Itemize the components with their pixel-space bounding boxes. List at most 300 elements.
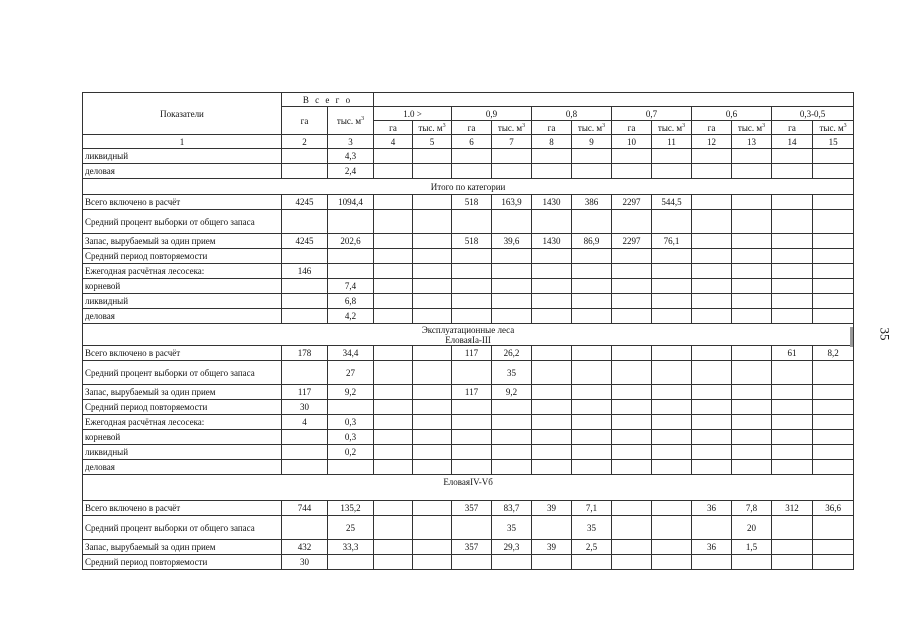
table-cell: 8,2	[813, 346, 854, 361]
table-cell	[772, 555, 813, 570]
table-cell	[813, 400, 854, 415]
table-cell	[612, 149, 652, 164]
table-cell	[413, 249, 452, 264]
table-cell	[612, 361, 652, 385]
column-number: 11	[652, 135, 692, 149]
table-cell	[772, 210, 813, 234]
table-cell	[572, 249, 612, 264]
table-cell	[413, 264, 452, 279]
density-group-header: 0,3-0,5	[772, 107, 854, 121]
table-cell	[452, 400, 492, 415]
table-cell: 30	[282, 400, 328, 415]
section-title-row	[83, 324, 854, 346]
column-number: 8	[532, 135, 572, 149]
table-cell	[692, 385, 732, 400]
table-cell	[772, 279, 813, 294]
table-cell	[732, 309, 772, 324]
table-cell	[813, 195, 854, 210]
table-cell	[652, 516, 692, 540]
volume-header: тыс. $м^3$	[413, 121, 452, 135]
table-cell	[732, 460, 772, 475]
table-cell	[532, 279, 572, 294]
table-cell: 2,4	[328, 164, 374, 179]
table-cell	[732, 210, 772, 234]
table-cell	[492, 149, 532, 164]
table-cell	[282, 309, 328, 324]
table-cell	[652, 430, 692, 445]
table-cell	[374, 555, 413, 570]
table-cell	[572, 149, 612, 164]
table-cell	[692, 164, 732, 179]
table-cell	[772, 460, 813, 475]
table-cell	[413, 385, 452, 400]
table-cell	[652, 415, 692, 430]
table-cell	[732, 385, 772, 400]
forest-calc-table	[82, 92, 854, 570]
ha-header: га	[772, 121, 813, 135]
table-cell	[692, 516, 732, 540]
density-group-header: 0,9	[452, 107, 532, 121]
table-cell: 117	[282, 385, 328, 400]
table-cell	[374, 294, 413, 309]
table-cell	[612, 279, 652, 294]
table-cell: 117	[452, 346, 492, 361]
table-row	[83, 264, 854, 279]
table-cell	[492, 555, 532, 570]
ha-header: га	[532, 121, 572, 135]
table-row	[83, 195, 854, 210]
table-cell	[772, 445, 813, 460]
table-cell	[772, 400, 813, 415]
table-cell	[328, 400, 374, 415]
table-cell	[532, 264, 572, 279]
table-cell	[772, 415, 813, 430]
table-cell: 1430	[532, 195, 572, 210]
table-cell	[452, 361, 492, 385]
table-cell	[532, 516, 572, 540]
table-cell	[328, 460, 374, 475]
density-group-header: 0,6	[692, 107, 772, 121]
table-cell: 518	[452, 195, 492, 210]
table-cell	[813, 309, 854, 324]
table-cell	[492, 460, 532, 475]
table-cell	[282, 430, 328, 445]
section-title	[83, 179, 854, 195]
table-cell	[612, 249, 652, 264]
table-cell	[532, 460, 572, 475]
row-label: деловая	[83, 164, 282, 179]
table-cell	[374, 234, 413, 249]
table-cell	[692, 400, 732, 415]
row-label: Средний процент выборки от общего запаса	[83, 361, 282, 385]
table-cell	[772, 149, 813, 164]
table-cell: 7,1	[572, 501, 612, 516]
table-cell	[652, 501, 692, 516]
table-row	[83, 415, 854, 430]
table-cell: 146	[282, 264, 328, 279]
table-cell	[692, 361, 732, 385]
table-cell	[374, 279, 413, 294]
table-cell	[813, 540, 854, 555]
table-cell: 0,2	[328, 445, 374, 460]
table-cell	[652, 294, 692, 309]
table-cell	[532, 415, 572, 430]
table-cell	[652, 346, 692, 361]
table-cell	[572, 430, 612, 445]
forest-calc-table-sheet	[82, 92, 853, 570]
table-cell	[813, 279, 854, 294]
ha-header: га	[612, 121, 652, 135]
table-cell	[282, 445, 328, 460]
table-cell	[612, 309, 652, 324]
table-cell	[813, 294, 854, 309]
density-group-header: 1.0 >	[374, 107, 452, 121]
table-cell	[492, 430, 532, 445]
table-cell	[492, 400, 532, 415]
table-cell	[732, 279, 772, 294]
table-cell	[652, 400, 692, 415]
table-cell	[612, 445, 652, 460]
row-label: Ежегодная расчётная лесосека:	[83, 264, 282, 279]
column-number: 1	[83, 135, 282, 149]
row-label: Средний период повторяемости	[83, 400, 282, 415]
table-cell: 6,8	[328, 294, 374, 309]
table-cell: 4245	[282, 234, 328, 249]
table-cell	[692, 460, 732, 475]
density-group-header: 0,8	[532, 107, 612, 121]
table-cell	[532, 385, 572, 400]
table-cell: 29,3	[492, 540, 532, 555]
table-cell	[692, 346, 732, 361]
table-cell	[692, 210, 732, 234]
scan-edge-mark	[850, 327, 853, 347]
table-cell	[532, 445, 572, 460]
table-cell: 30	[282, 555, 328, 570]
table-cell	[732, 415, 772, 430]
column-number: 7	[492, 135, 532, 149]
table-cell	[612, 415, 652, 430]
table-cell	[452, 460, 492, 475]
table-cell	[652, 361, 692, 385]
table-cell: 357	[452, 540, 492, 555]
table-cell	[772, 195, 813, 210]
table-row	[83, 164, 854, 179]
ha-header: га	[452, 121, 492, 135]
table-cell	[572, 361, 612, 385]
table-cell	[732, 445, 772, 460]
table-cell	[813, 249, 854, 264]
table-row	[83, 346, 854, 361]
volume-header: тыс. $м^3$	[652, 121, 692, 135]
table-cell	[652, 460, 692, 475]
table-cell	[532, 149, 572, 164]
column-number: 13	[732, 135, 772, 149]
table-cell	[692, 309, 732, 324]
table-cell	[612, 555, 652, 570]
table-cell	[492, 264, 532, 279]
table-cell	[452, 309, 492, 324]
table-cell	[572, 279, 612, 294]
table-cell	[452, 164, 492, 179]
table-cell	[374, 164, 413, 179]
table-cell	[413, 555, 452, 570]
table-cell	[692, 430, 732, 445]
table-cell	[652, 210, 692, 234]
column-number-row	[83, 135, 854, 149]
table-cell	[452, 555, 492, 570]
table-cell: 4	[282, 415, 328, 430]
table-cell	[813, 430, 854, 445]
column-number: 15	[813, 135, 854, 149]
table-row	[83, 385, 854, 400]
table-cell: 33,3	[328, 540, 374, 555]
table-cell: 518	[452, 234, 492, 249]
table-cell: 2297	[612, 195, 652, 210]
table-cell: 36	[692, 501, 732, 516]
table-cell	[374, 516, 413, 540]
table-cell	[692, 249, 732, 264]
row-label: Всего включено в расчёт	[83, 346, 282, 361]
table-cell: 36	[692, 540, 732, 555]
row-label: Запас, вырубаемый за один прием	[83, 540, 282, 555]
table-cell: 117	[452, 385, 492, 400]
section-subtitle-text: ЕловаяIa-III	[445, 334, 491, 345]
table-cell	[282, 279, 328, 294]
table-row	[83, 445, 854, 460]
density-group-header: 0,7	[612, 107, 692, 121]
table-cell	[328, 264, 374, 279]
table-cell	[374, 430, 413, 445]
section-title	[83, 475, 854, 501]
table-cell	[413, 234, 452, 249]
table-row	[83, 361, 854, 385]
table-cell	[282, 516, 328, 540]
table-cell	[532, 400, 572, 415]
table-row	[83, 460, 854, 475]
table-cell	[652, 540, 692, 555]
table-cell	[572, 445, 612, 460]
column-number: 5	[413, 135, 452, 149]
page-number: 35	[877, 327, 893, 341]
table-cell	[413, 516, 452, 540]
table-cell: 61	[772, 346, 813, 361]
table-cell: 357	[452, 501, 492, 516]
table-cell	[813, 555, 854, 570]
row-label: ликвидный	[83, 149, 282, 164]
table-cell: 9,2	[492, 385, 532, 400]
table-cell	[612, 346, 652, 361]
table-cell: 432	[282, 540, 328, 555]
table-cell	[532, 555, 572, 570]
table-cell	[732, 555, 772, 570]
table-cell	[413, 279, 452, 294]
table-cell: 163,9	[492, 195, 532, 210]
table-cell	[612, 400, 652, 415]
table-cell	[572, 415, 612, 430]
table-cell	[612, 210, 652, 234]
table-cell: 36,6	[813, 501, 854, 516]
table-cell	[772, 234, 813, 249]
row-label: Всего включено в расчёт	[83, 501, 282, 516]
table-cell	[612, 460, 652, 475]
table-cell	[813, 361, 854, 385]
table-row	[83, 555, 854, 570]
table-cell: 0,3	[328, 430, 374, 445]
table-cell	[532, 309, 572, 324]
table-cell	[692, 415, 732, 430]
table-cell	[813, 460, 854, 475]
table-cell	[413, 400, 452, 415]
row-label: корневой	[83, 279, 282, 294]
table-cell	[413, 309, 452, 324]
table-cell	[413, 501, 452, 516]
table-cell	[328, 210, 374, 234]
table-cell	[532, 430, 572, 445]
table-cell	[772, 249, 813, 264]
table-cell	[813, 164, 854, 179]
table-cell	[572, 210, 612, 234]
row-label: ликвидный	[83, 294, 282, 309]
volume-header: тыс. $м^3$	[813, 121, 854, 135]
row-label: Ежегодная расчётная лесосека:	[83, 415, 282, 430]
table-cell	[328, 555, 374, 570]
table-row	[83, 279, 854, 294]
row-label: корневой	[83, 430, 282, 445]
table-row	[83, 540, 854, 555]
table-cell	[532, 164, 572, 179]
row-label: Средний период повторяемости	[83, 555, 282, 570]
table-cell	[572, 460, 612, 475]
table-cell	[452, 415, 492, 430]
table-cell	[652, 149, 692, 164]
column-number: 10	[612, 135, 652, 149]
row-label: ликвидный	[83, 445, 282, 460]
table-row	[83, 249, 854, 264]
table-cell	[374, 361, 413, 385]
table-cell	[652, 249, 692, 264]
table-cell	[772, 385, 813, 400]
density-span-header	[374, 93, 854, 107]
table-cell	[492, 309, 532, 324]
table-cell: 35	[572, 516, 612, 540]
table-cell	[452, 210, 492, 234]
column-number: 9	[572, 135, 612, 149]
table-cell: 1,5	[732, 540, 772, 555]
table-cell	[452, 249, 492, 264]
table-cell	[772, 540, 813, 555]
table-cell: 25	[328, 516, 374, 540]
table-cell: 135,2	[328, 501, 374, 516]
table-cell	[692, 234, 732, 249]
table-cell	[732, 149, 772, 164]
table-cell	[813, 445, 854, 460]
table-cell	[652, 309, 692, 324]
table-cell: 2,5	[572, 540, 612, 555]
table-row	[83, 210, 854, 234]
table-cell	[772, 164, 813, 179]
table-cell	[692, 279, 732, 294]
table-cell	[413, 540, 452, 555]
table-cell	[413, 445, 452, 460]
table-cell	[532, 249, 572, 264]
table-cell	[452, 279, 492, 294]
table-cell: 35	[492, 361, 532, 385]
table-cell: 4,3	[328, 149, 374, 164]
ha-header: га	[374, 121, 413, 135]
column-number: 3	[328, 135, 374, 149]
table-cell: 7,8	[732, 501, 772, 516]
table-cell	[532, 346, 572, 361]
table-cell	[374, 385, 413, 400]
table-cell	[374, 149, 413, 164]
table-cell: 178	[282, 346, 328, 361]
row-label: Средний период повторяемости	[83, 249, 282, 264]
table-cell	[572, 164, 612, 179]
table-cell	[413, 460, 452, 475]
table-cell	[612, 501, 652, 516]
table-cell	[813, 210, 854, 234]
table-cell: 386	[572, 195, 612, 210]
table-cell: 2297	[612, 234, 652, 249]
table-cell	[813, 385, 854, 400]
table-cell	[492, 164, 532, 179]
table-cell	[772, 361, 813, 385]
table-row	[83, 430, 854, 445]
table-cell	[374, 445, 413, 460]
table-cell	[813, 234, 854, 249]
section-title-text: Эксплуатационные леса	[421, 324, 515, 335]
table-cell	[692, 445, 732, 460]
section-title-row	[83, 179, 854, 195]
table-cell	[282, 460, 328, 475]
table-cell	[492, 445, 532, 460]
table-cell	[772, 309, 813, 324]
table-row	[83, 501, 854, 516]
row-label: Запас, вырубаемый за один прием	[83, 234, 282, 249]
table-cell	[282, 164, 328, 179]
table-cell	[374, 249, 413, 264]
table-cell	[692, 264, 732, 279]
table-cell	[813, 516, 854, 540]
table-row	[83, 309, 854, 324]
column-number: 4	[374, 135, 413, 149]
table-cell	[732, 361, 772, 385]
table-cell: 39	[532, 501, 572, 516]
volume-header: тыс. $м^3$	[732, 121, 772, 135]
total-ha-header: га	[282, 107, 328, 135]
table-cell	[772, 264, 813, 279]
table-cell	[813, 149, 854, 164]
table-cell	[282, 294, 328, 309]
table-cell: 35	[492, 516, 532, 540]
table-cell	[413, 346, 452, 361]
table-cell	[452, 445, 492, 460]
table-cell	[572, 346, 612, 361]
row-label: Всего включено в расчёт	[83, 195, 282, 210]
table-cell	[282, 361, 328, 385]
table-cell	[452, 294, 492, 309]
table-cell: 544,5	[652, 195, 692, 210]
row-label: Средний процент выборки от общего запаса	[83, 516, 282, 540]
table-cell	[692, 555, 732, 570]
table-cell	[652, 555, 692, 570]
table-cell	[413, 195, 452, 210]
table-cell	[374, 501, 413, 516]
table-cell	[612, 264, 652, 279]
table-cell	[282, 149, 328, 164]
table-cell	[732, 195, 772, 210]
table-row	[83, 516, 854, 540]
